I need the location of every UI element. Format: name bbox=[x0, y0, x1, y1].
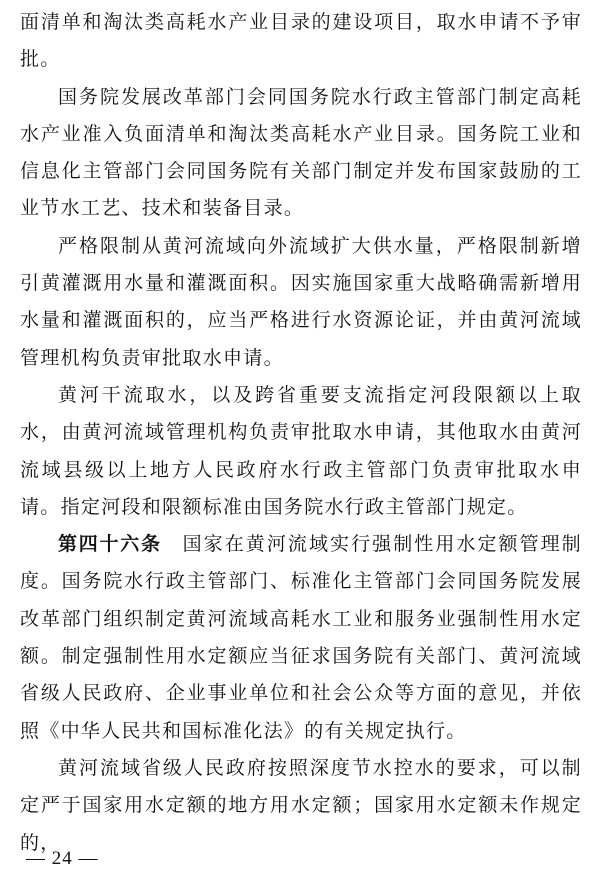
article-46-paragraph bbox=[20, 526, 582, 750]
paragraph: 黄河干流取水，以及跨省重要支流指定河段限额以上取水，由黄河流域管理机构负责审批取水申请，其他取水由黄河流域县级以上地方人民政府水行政主管部门负责审批取水申请。指定河段和限额标准由国务院水行政主管部门规定。 bbox=[20, 383, 582, 518]
document-page bbox=[20, 4, 582, 862]
paragraph-continues: 黄河流域省级人民政府按照深度节水控水的要求，可以制定严于国家用水定额的地方用水定额；国家用水定额未作规定的， bbox=[20, 756, 582, 854]
paragraph-continuation: 面清单和淘汰类高耗水产业目录的建设项目，取水申请不予审批。 bbox=[20, 11, 582, 71]
paragraph: 严格限制从黄河流域向外流域扩大供水量，严格限制新增引黄灌溉用水量和灌溉面积。因实施国家重大战略确需新增用水量和灌溉面积的，应当严格进行水资源论证，并由黄河流域管理机构负责审批取水申请。 bbox=[20, 234, 582, 369]
paragraph: 国务院发展改革部门会同国务院水行政主管部门制定高耗水产业准入负面清单和淘汰类高耗水产业目录。国务院工业和信息化主管部门会同国务院有关部门制定并发布国家鼓励的工业节水工艺、技术和装备目录。 bbox=[20, 85, 582, 220]
article-body: 国家在黄河流域实行强制性用水定额管理制度。国务院水行政主管部门、标准化主管部门会同国务院发展改革部门组织制定黄河流域高耗水工业和服务业强制性用水定额。制定强制性用水定额应当征求国务院有关部门、黄河流域省级人民政府、企业事业单位和社会公众等方面的意见，并依照《中华人民共和国标准化法》的有关规定执行。 bbox=[20, 533, 582, 742]
article-heading: 第四十六条 bbox=[58, 533, 162, 556]
page-number: — 24 — bbox=[26, 848, 99, 869]
